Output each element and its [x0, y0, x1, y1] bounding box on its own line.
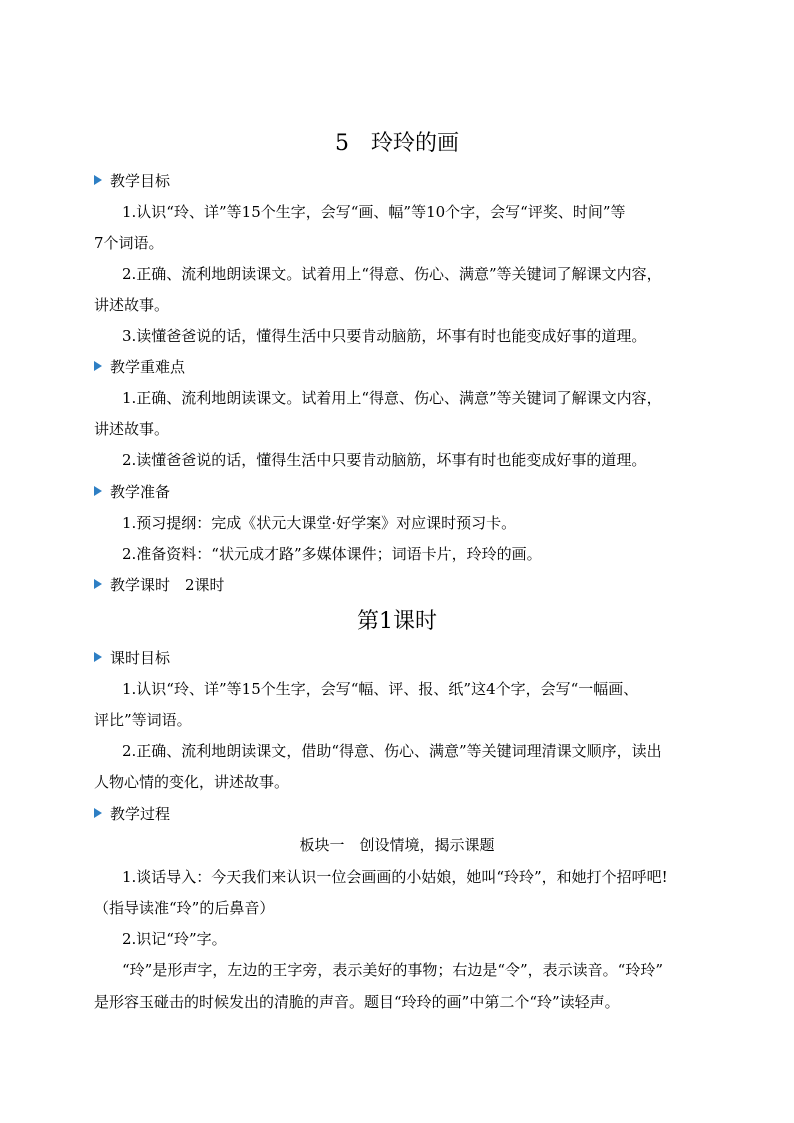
paragraph-line: 7个词语。 [94, 234, 164, 252]
triangle-bullet-icon [94, 652, 102, 662]
lesson-title: 第1课时 [357, 609, 437, 634]
triangle-bullet-icon [94, 486, 102, 496]
document-title: 5 玲玲的画 [335, 131, 459, 156]
paragraph-line: 2.正确、流利地朗读课文，借助“得意、伤心、满意”等关键词理清课文顺序，读出 [122, 742, 662, 760]
section-heading-key-points [94, 357, 185, 377]
paragraph-line: （指导读准“玲”的后鼻音） [94, 899, 275, 917]
paragraph-line: 评比”等词语。 [94, 711, 192, 729]
paragraph-line: 2.准备资料：“状元成才路”多媒体课件；词语卡片，玲玲的画。 [122, 545, 542, 563]
section-heading-label: 课时目标 [110, 649, 171, 667]
paragraph-line: 1.认识“玲、详”等15个生字，会写“幅、评、报、纸”这4个字，会写“一幅画、 [122, 680, 639, 698]
paragraph-line: 讲述故事。 [94, 420, 170, 438]
paragraph-line: 2.读懂爸爸说的话，懂得生活中只要肯动脑筋，坏事有时也能变成好事的道理。 [122, 451, 647, 469]
section-heading-process [94, 804, 170, 824]
triangle-bullet-icon [94, 175, 102, 185]
paragraph-line: 1.预习提纲：完成《状元大课堂·好学案》对应课时预习卡。 [122, 514, 517, 532]
section-heading-periods [94, 575, 225, 595]
paragraph-line: 3.读懂爸爸说的话，懂得生活中只要肯动脑筋，坏事有时也能变成好事的道理。 [122, 327, 647, 345]
paragraph-line: 2.识记“玲”字。 [122, 930, 227, 948]
section-heading-preparation [94, 482, 170, 502]
section-heading-label: 教学过程 [110, 805, 171, 823]
section-heading-label: 教学课时 2课时 [110, 576, 225, 594]
section-heading-label: 教学准备 [110, 483, 171, 501]
paragraph-line: “玲”是形声字，左边的王字旁，表示美好的事物；右边是“令”，表示读音。“玲玲” [122, 961, 664, 979]
section-heading-label: 教学重难点 [110, 358, 186, 376]
triangle-bullet-icon [94, 808, 102, 818]
paragraph-line: 1.认识“玲、详”等15个生字，会写“画、幅”等10个字，会写“评奖、时间”等 [122, 203, 626, 221]
paragraph-line: 1.谈话导入：今天我们来认识一位会画画的小姑娘，她叫“玲玲”，和她打个招呼吧! [122, 868, 668, 886]
paragraph-line: 人物心情的变化，讲述故事。 [94, 773, 290, 791]
paragraph-line: 2.正确、流利地朗读课文。试着用上“得意、伤心、满意”等关键词了解课文内容， [122, 265, 662, 283]
triangle-bullet-icon [94, 579, 102, 589]
section-heading-lesson-objectives [94, 648, 170, 668]
section-heading-objectives [94, 171, 170, 191]
paragraph-line: 讲述故事。 [94, 296, 170, 314]
section-heading-label: 教学目标 [110, 172, 171, 190]
triangle-bullet-icon [94, 361, 102, 371]
paragraph-line: 是形容玉碰击的时候发出的清脆的声音。题目“玲玲的画”中第二个“玲”读轻声。 [94, 993, 620, 1011]
paragraph-line: 1.正确、流利地朗读课文。试着用上“得意、伤心、满意”等关键词了解课文内容， [122, 389, 662, 407]
block-title: 板块一 创设情境，揭示课题 [299, 836, 495, 854]
